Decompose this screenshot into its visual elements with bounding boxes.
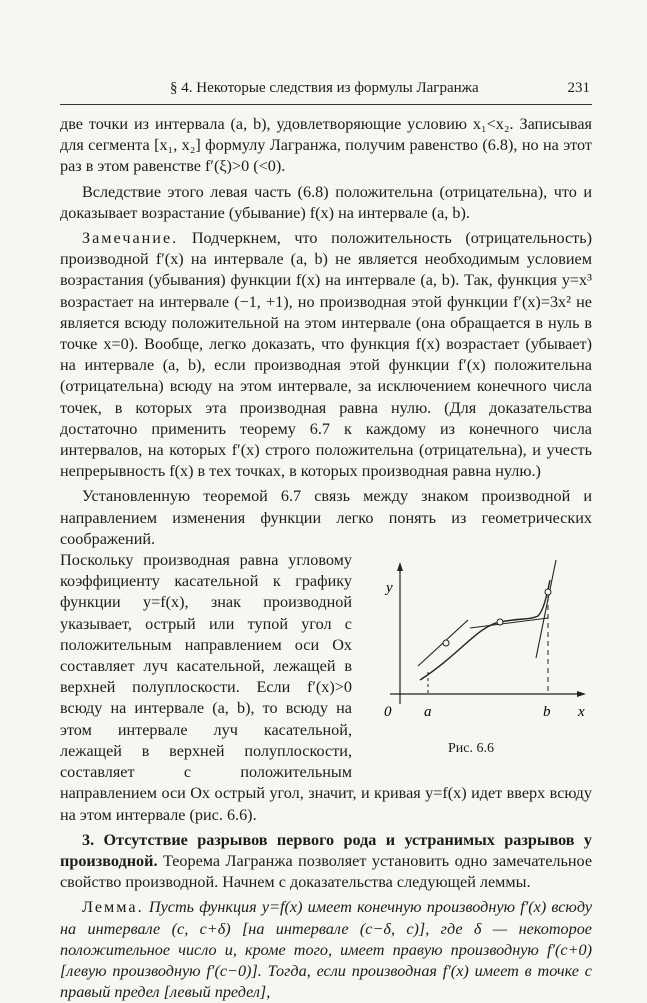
section-3-paragraph	[60, 830, 592, 894]
tangent-point	[545, 589, 551, 595]
lemma-label: Лемма.	[82, 898, 144, 917]
tangent-point	[443, 640, 449, 646]
x-label: x	[578, 704, 585, 721]
running-header	[60, 80, 592, 105]
paragraph-conclusion: Вследствие этого левая часть (6.8) положительна (отрицательна), что и доказывает возрастание (убывание) f(x) на интервале (a, b).	[60, 182, 592, 222]
b-tick-label: b	[543, 704, 551, 721]
y-label: y	[386, 580, 393, 597]
remark-text: Подчеркнем, что положительность (отрицательность) производной f′(x) на интервале (a, b) не является необходимым условием возрастания (убывания) функции f(x) на интервале (a, b). Так, функция y=x³ возрастает на интервале (−1, +1), но производная этой функции f′(x)=3x² не является всюду положительной на этом интервале (она обращается в нуль в точке x=0). Вообще, легко доказать, что функция f(x) возрастает (убывает) на интервале (a, b), если производная этой функции f′(x) положительна (отрицательна) всюду на этом интервале, за исключением конечного числа точек, в которых эта производная равна нулю. (Для доказательства достаточно применить теорему 6.7 к каждому из конечного числа интервалов, на которых f′(x) строго положительна (отрицательна), и учесть непрерывность f(x) в тех точках, в которых производная равна нулю.)	[60, 229, 593, 481]
tangent-point	[497, 619, 503, 625]
lemma-paragraph	[60, 897, 592, 1003]
geometric-paragraph: Поскольку производная равна угловому коэффициенту касательной к графику функции y=f(x), знак производной указывает, острый или тупой угол с положительным направлением оси Ox составляет луч касательной, лежащей в верхней полуплоскости. Если f′(x)>0 всюду на интервале (a, b), то всюду на этом интервале луч касательной, лежащей в верхней полуплоскости, составляет с положительным направлением оси Ox острый угол, значит, и кривая y=f(x) идет вверх всюду на этом интервале (рис. 6.6).	[60, 551, 592, 824]
section-3-heading: 3. Отсутствие разрывов первого рода и устранимых разрывов у производной.	[60, 830, 592, 870]
page-number: 231	[567, 80, 590, 96]
a-tick-label: a	[424, 704, 432, 721]
figure-6-6	[360, 554, 592, 780]
figure-caption: Рис. 6.6	[448, 741, 494, 757]
paragraph-continuation: две точки из интервала (a, b), удовлетворяющие условию x₁<x₂. Записывая для сегмента [x₁, x₂] формулу Лагранжа, получим равенство (6.8), но на этот раз в этом равенстве f′(ξ)>0 (<0).	[60, 115, 592, 176]
page-body	[60, 114, 592, 1003]
remark-label: Замечание.	[82, 229, 179, 248]
y-axis-arrow	[397, 562, 403, 571]
geometric-paragraph-intro: Установленную теоремой 6.7 связь между знаком производной и направлением изменения функции легко понять из геометрических соображений.	[60, 487, 592, 548]
function-curve	[420, 580, 550, 680]
x-axis-arrow	[577, 691, 586, 697]
remark-paragraph	[60, 228, 592, 482]
section-3-text: Теорема Лагранжа позволяет установить одно замечательное свойство производной. Начнем с доказательства следующей леммы.	[60, 851, 593, 892]
lemma-text: Пусть функция y=f(x) имеет конечную производную f′(x) всюду на интервале (c, c+δ) [на интервале (c−δ, c)], где δ — некоторое положительное число и, кроме того, имеет правую производную f′(c+0) [левую производную f′(c−0)]. Тогда, если производная f′(x) имеет в точке c правый предел [левый предел],	[60, 898, 592, 1002]
tangent-middle	[470, 618, 548, 628]
tangent-right	[536, 560, 556, 658]
tangent-graph	[360, 554, 592, 734]
origin-label: 0	[384, 704, 392, 721]
header-title: § 4. Некоторые следствия из формулы Лагранжа	[170, 80, 479, 96]
